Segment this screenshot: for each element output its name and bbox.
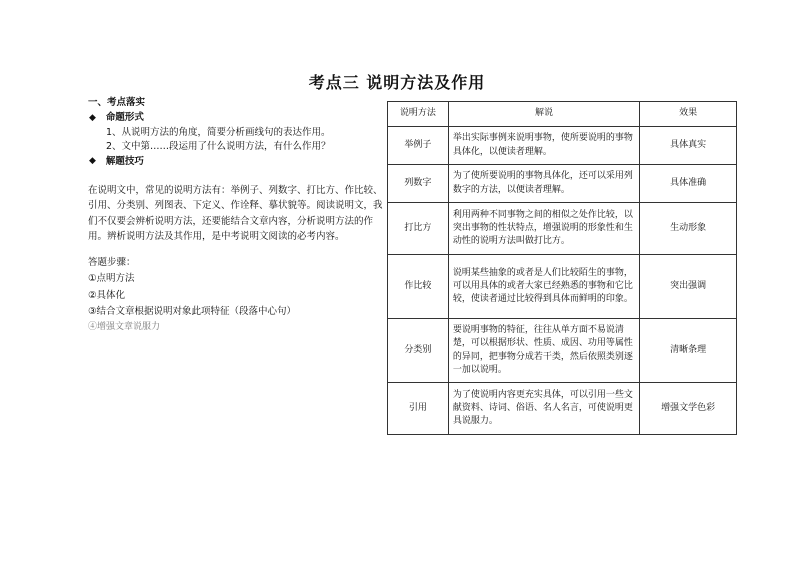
column-header: 效果 [640, 102, 737, 127]
description-cell: 为了使说明内容更充实具体，可以引用一些文献资料、诗词、俗语、名人名言，可使说明更具说服力。 [448, 383, 639, 435]
method-cell: 列数字 [388, 165, 449, 203]
method-cell: 举例子 [388, 127, 449, 165]
method-cell: 分类别 [388, 319, 449, 383]
effect-cell: 增强文学色彩 [640, 383, 737, 435]
method-cell: 打比方 [388, 203, 449, 255]
table-row [388, 127, 737, 165]
effect-cell: 生动形象 [640, 203, 737, 255]
description-cell: 利用两种不同事物之间的相似之处作比较，以突出事物的性状特点，增强说明的形象性和生动性的说明方法叫做打比方。 [448, 203, 639, 255]
table-header-row [388, 102, 737, 127]
explanation-paragraph: 在说明文中，常见的说明方法有：举例子、列数字、打比方、作比较、引用、分类别、列图表、下定义、作诠释、摹状貌等。阅读说明文，我们不仅要会辨析说明方法，还要能结合文章内容，分析说明方法的作用。辨析说明方法及其作用，是中考说明文阅读的必考内容。 [88, 185, 383, 242]
section-heading: 一、考点落实 [88, 97, 146, 108]
column-header: 解说 [448, 102, 639, 127]
question-1: 1、从说明方法的角度，简要分析画线句的表达作用。 [106, 126, 331, 138]
table-row [388, 319, 737, 383]
table-row [388, 165, 737, 203]
table-row [388, 203, 737, 255]
method-cell: 引用 [388, 383, 449, 435]
diamond-bullet-icon: ◆ [89, 112, 96, 123]
description-cell: 说明某些抽象的或者是人们比较陌生的事物，可以用具体的或者大家已经熟悉的事物和它比较，使读者通过比较得到具体而鲜明的印象。 [448, 255, 639, 319]
step-item: ①点明方法 [88, 273, 135, 285]
table-row [388, 383, 737, 435]
table-row [388, 255, 737, 319]
step-item: ②具体化 [88, 289, 126, 301]
answer-steps [88, 256, 383, 335]
bullet-label: 命题形式 [105, 112, 144, 124]
methods-table [387, 101, 737, 435]
effect-cell: 具体准确 [640, 165, 737, 203]
effect-cell: 突出强调 [640, 255, 737, 319]
page-title: 考点三 说明方法及作用 [308, 73, 486, 92]
step-item: ④增强文章说服力 [88, 322, 161, 332]
step-item: ③结合文章根据说明对象此项特征（段落中心句） [88, 305, 297, 317]
left-column [88, 96, 383, 335]
bullet-heading-format [88, 111, 383, 125]
description-cell: 为了使所要说明的事物具体化，还可以采用列数字的方法，以便读者理解。 [448, 165, 639, 203]
question-2: 2、文中第……段运用了什么说明方法，有什么作用？ [106, 140, 331, 152]
steps-label: 答题步骤： [88, 257, 136, 268]
effect-cell: 清晰条理 [640, 319, 737, 383]
description-cell: 要说明事物的特征，往往从单方面不易说清楚，可以根据形状、性质、成因、功用等属性的异同，把事物分成若干类，然后依照类别逐一加以说明。 [448, 319, 639, 383]
method-cell: 作比较 [388, 255, 449, 319]
bullet-label: 解题技巧 [105, 156, 144, 167]
effect-cell: 具体真实 [640, 127, 737, 165]
diamond-bullet-icon: ◆ [89, 156, 96, 167]
bullet-heading-tips [88, 155, 383, 169]
column-header: 说明方法 [388, 102, 449, 127]
description-cell: 举出实际事例来说明事物，使所要说明的事物具体化，以便读者理解。 [448, 127, 639, 165]
